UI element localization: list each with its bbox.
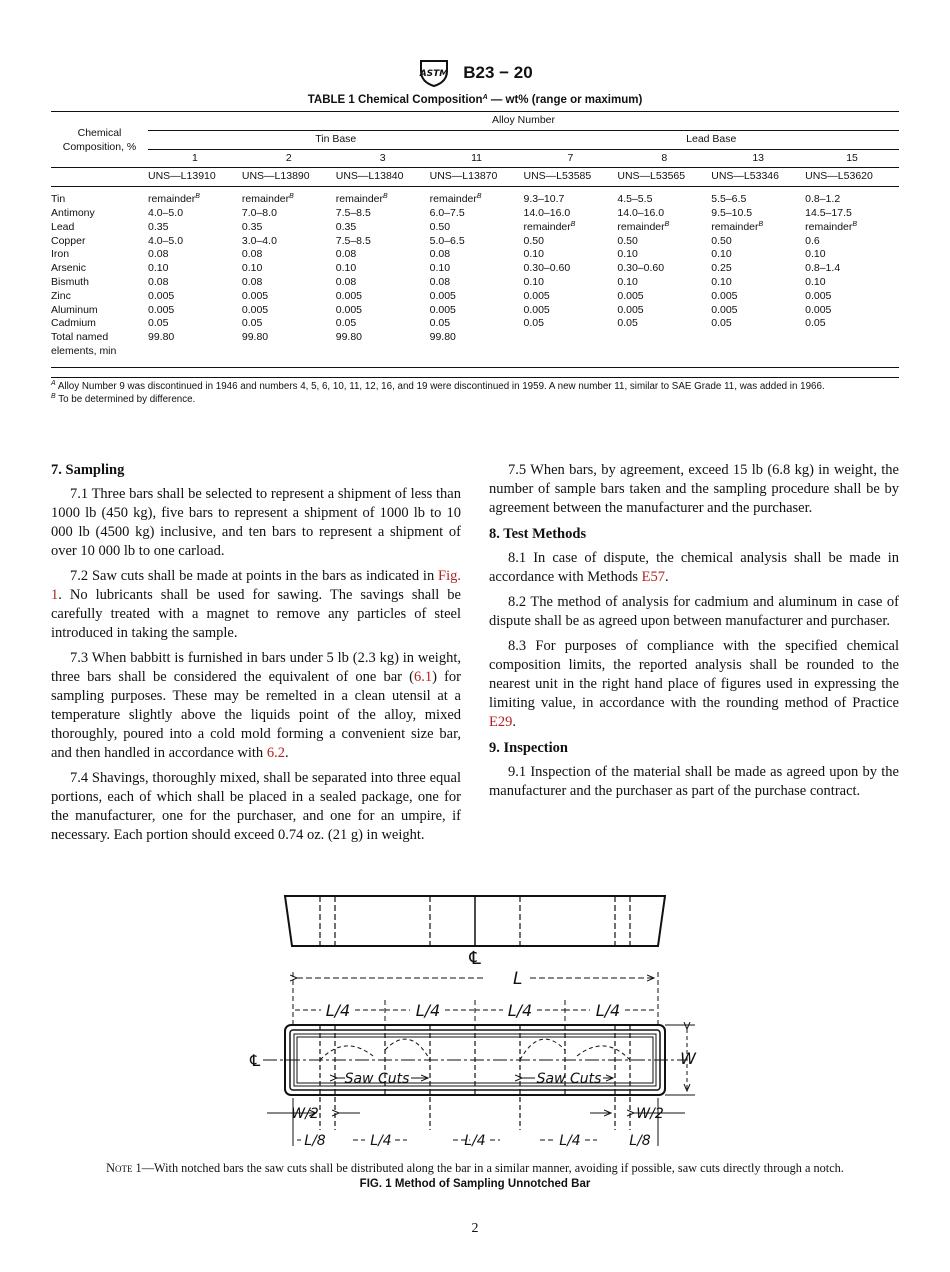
table-cell: remainder$^B$ [429,193,482,206]
table-cell: 0.8–1.2 [805,193,841,206]
label-W: W [680,1049,696,1068]
table-cell: 0.10 [241,262,263,275]
table-cell: remainder$^B$ [805,220,858,233]
table-cell: 14.5–17.5 [805,206,852,219]
footnote-a: $^A$ Alloy Number 9 was discontinued in 1946 and numbers 4, 5, 6, 10, 11, 12, 16, and 19 were discontinued in 1959. A new number 11, similar to SAE Grade 11, was added in 1966. [51,380,825,392]
table-cell: 0.005 [335,289,363,302]
table-cell: remainder$^B$ [148,193,200,206]
label-L4-bottom-1: L/4 [370,1133,392,1149]
table-cell: 0.005 [241,303,269,316]
para-7-5: 7.5 When bars, by agreement, exceed 15 lb (6.8 kg) in weight, the number of sample bars taken and the sampling procedure shall be by agreement between the manufacturer and the purchaser. [489,462,899,516]
table-cell: 0.50 [711,234,732,247]
table-cell: 0.10 [335,262,357,275]
table-cell: 0.005 [805,303,832,316]
table-cell: 3.0–4.0 [241,234,277,247]
table-cell [617,331,711,367]
label-L4-2: L/4 [415,1001,441,1020]
table-cell: 4.5–5.5 [617,193,653,206]
chemical-composition-table [51,111,899,368]
element-name: Iron [51,248,70,261]
element-name: Antimony [51,206,95,219]
table-cell: remainder$^B$ [711,220,764,233]
right-column [489,461,899,807]
sampling-bar-figure [245,884,705,1156]
table-cell: 99.80 [335,331,363,344]
table-cell: 0.05 [335,317,357,330]
table-cell: 0.10 [617,248,638,261]
table-cell: 0.08 [429,248,451,261]
astm-logo [417,58,451,88]
table-cell: 0.10 [805,248,826,261]
table-cell: 14.0–16.0 [523,206,571,219]
table-cell: 99.80 [148,331,175,344]
table-cell: 0.35 [335,220,357,233]
table-row [51,304,899,318]
table-cell: 0.05 [241,317,263,330]
table-cell: 0.8–1.4 [805,262,841,275]
table-cell: 99.80 [241,331,269,344]
table-row [51,331,899,367]
table-cell: 9.5–10.5 [711,206,753,219]
table-cell: 9.3–10.7 [523,193,565,206]
table-cell: 0.50 [617,234,638,247]
label-L8-right: L/8 [629,1133,651,1149]
document-designation: B23 − 20 [463,63,533,82]
table-cell: 0.10 [523,248,544,261]
alloy-number-cell: 11 [471,151,483,164]
table-cell: 0.05 [711,317,732,330]
table-cell: 0.005 [241,289,269,302]
label-W2-left: W/2 [291,1106,319,1122]
para-8-2: 8.2 The method of analysis for cadmium and aluminum in case of dispute shall be as agreed upon between manufacturer and purchaser. [489,594,899,629]
table-cell: 7.0–8.0 [241,206,277,219]
table-cell: 0.005 [335,303,363,316]
para-8-3: 8.3 For purposes of compliance with the specified chemical composition limits, the reported analysis shall be rounded to the nearest unit in the right hand place of figures used in expressing the limiting value, in accordance with the rounding method of Practice E29. [489,638,899,730]
para-7-4: 7.4 Shavings, thoroughly mixed, shall be separated into three equal portions, each of which shall be placed in a sealed package, one for the manufacturer, one for the purchaser, and one for an umpire, if necessary. Each portion should exceed 0.74 oz. (21 g) in weight. [51,770,461,843]
table-cell: remainder$^B$ [617,220,670,233]
label-L8-left: L/8 [304,1133,326,1149]
alloy-number-cell: 3 [379,151,386,164]
para-7-1: 7.1 Three bars shall be selected to represent a shipment of less than 1000 lb (450 kg), five bars to represent a shipment of 1000 lb to 10 000 lb (4500 kg) inclusive, and ten bars to represent a shipment of over 10 000 lb to one carload. [51,486,461,559]
fig-1-link[interactable]: Fig. 1 [51,568,461,603]
para-7-3: 7.3 When babbitt is furnished in bars under 5 lb (2.3 kg) in weight, three bars shall be considered the equivalent of one bar (6.1) for sampling purposes. These may be remelted in a clean utensil at a temperature slightly above the liquids point of the alloy, mixed thoroughly, poured into a cold mold forming a convenient size bar, and then handled in accordance with 6.2. [51,650,461,761]
tin-base-header: Tin Base [148,130,524,149]
table-cell: remainder$^B$ [335,193,388,206]
table-cell: 0.10 [711,248,732,261]
element-name: Zinc [51,289,71,302]
table-cell: 0.08 [241,248,263,261]
page-number: 2 [471,1221,479,1236]
table-cell: 0.005 [148,303,175,316]
table-cell [524,331,618,367]
para-9-1: 9.1 Inspection of the material shall be made as agreed upon by the manufacturer and the purchaser as part of the purchase contract. [489,764,899,799]
table-cell [711,331,805,367]
table-cell: 0.005 [711,289,738,302]
table-row [51,248,899,262]
label-L4-4: L/4 [595,1001,621,1020]
uns-cell: UNS—L13910 [148,170,216,183]
lead-base-header: Lead Base [524,130,900,149]
table-cell: 0.05 [429,317,451,330]
table-cell: 0.005 [429,303,456,316]
table-cell: 0.05 [805,317,826,330]
label-L: L [513,969,523,989]
table-cell: 0.08 [335,275,357,288]
table-row [51,290,899,304]
table-cell: 0.005 [429,289,456,302]
saw-cuts-label-left: Saw Cuts [344,1071,410,1087]
table-cell: 0.005 [711,303,738,316]
table-cell: 0.30–0.60 [617,262,665,275]
stub-header: Chemical Composition, % [62,126,137,153]
table-cell: 0.005 [148,289,175,302]
table-cell: 0.08 [148,275,169,288]
uns-cell: UNS—L53585 [523,170,592,183]
uns-row [51,168,899,187]
label-L4-3: L/4 [507,1001,533,1020]
table-cell: 0.35 [148,220,169,233]
table-body [51,187,899,368]
saw-cuts-label-right: Saw Cuts [536,1071,602,1087]
table-cell: 0.005 [805,289,832,302]
table-cell: 4.0–5.0 [148,206,184,219]
table-row [51,276,899,290]
table-row [51,317,899,331]
element-name: Tin [51,193,66,206]
svg-text:ASTM: ASTM [419,69,449,79]
table-cell: 0.005 [617,289,644,302]
table-row [51,207,899,221]
table-cell: 0.10 [617,275,638,288]
para-7-2: 7.2 Saw cuts shall be made at points in the bars as indicated in Fig. 1. No lubricants shall be used for sawing. The savings shall be carefully treated with a magnet to remove any particles of steel introduced in taking the sample. [51,568,461,641]
uns-cell: UNS—L13870 [429,170,498,183]
element-name: Total named elements, min [51,331,117,357]
table-cell: 0.08 [241,275,263,288]
left-column [51,461,461,851]
label-L4-bottom-2: L/4 [464,1133,486,1149]
table-cell: 0.10 [148,262,169,275]
table-cell: remainder$^B$ [523,220,576,233]
table-cell: 0.05 [148,317,169,330]
table-cell: 0.005 [523,303,550,316]
table-cell: 0.50 [523,234,544,247]
table-cell: 0.08 [429,275,451,288]
label-L4-bottom-3: L/4 [559,1133,581,1149]
table-cell: 0.08 [148,248,169,261]
e29-link[interactable]: E29 [489,714,513,730]
page-header [0,58,950,88]
table-cell: 0.30–0.60 [523,262,571,275]
section-7-heading: 7. Sampling [51,462,125,478]
table-cell: 4.0–5.0 [148,234,184,247]
table-cell: 0.005 [523,289,550,302]
element-name: Arsenic [51,262,87,275]
centerline-symbol-top: ℄ [466,948,484,969]
table-cell: 0.005 [617,303,644,316]
figure-note: Note 1—With notched bars the saw cuts shall be distributed along the bar in a similar manner, avoiding if possible, saw cuts directly through a notch. [106,1161,844,1175]
section-6-1-link[interactable]: 6.1 [413,669,433,685]
table-title: TABLE 1 Chemical Composition$^A$ — wt% (range or maximum) [307,94,643,106]
uns-cell: UNS—L13840 [335,170,404,183]
label-W2-right: W/2 [636,1106,664,1122]
uns-cell: UNS—L13890 [241,170,310,183]
element-name: Lead [51,220,75,233]
section-6-2-link[interactable]: 6.2 [266,745,285,761]
uns-cell: UNS—L53565 [617,170,686,183]
table-row [51,221,899,235]
footnote-b: $^B$ To be determined by difference. [51,393,196,405]
alloy-number-header: Alloy Number [148,112,899,131]
table-cell: 14.0–16.0 [617,206,665,219]
alloy-number-cell: 8 [661,151,668,164]
element-name: Bismuth [51,275,89,288]
table-cell: 0.10 [429,262,451,275]
table-cell: 0.05 [523,317,544,330]
table-cell: 0.25 [711,262,732,275]
element-name: Copper [51,234,86,247]
table-cell: 5.5–6.5 [711,193,747,206]
table-cell: 99.80 [429,331,456,344]
table-cell: 0.35 [241,220,263,233]
table-cell: 5.0–6.5 [429,234,465,247]
table-cell: 7.5–8.5 [335,206,371,219]
section-8-heading: 8. Test Methods [489,526,587,542]
table-cell: 0.05 [617,317,638,330]
table-row [51,262,899,276]
element-name: Cadmium [51,317,96,330]
table-row [51,235,899,249]
table-cell: 0.10 [805,275,826,288]
alloy-number-cell: 7 [567,151,574,164]
uns-cell: UNS—L53620 [805,170,873,183]
table-cell: 7.5–8.5 [335,234,371,247]
element-name: Aluminum [51,303,98,316]
table-cell: 6.0–7.5 [429,206,465,219]
e57-link[interactable]: E57 [641,569,665,585]
section-9-heading: 9. Inspection [489,740,568,756]
table-cell [805,331,899,367]
figure-caption: FIG. 1 Method of Sampling Unnotched Bar [359,1178,591,1190]
table-cell: 0.08 [335,248,357,261]
table-cell: remainder$^B$ [241,193,294,206]
label-L4-1: L/4 [325,1001,351,1020]
table-cell: 0.10 [523,275,544,288]
uns-cell: UNS—L53346 [711,170,779,183]
table-cell: 0.10 [711,275,732,288]
alloy-number-cell: 13 [752,151,765,164]
table-cell: 0.50 [429,220,451,233]
table-footnotes [51,377,899,406]
alloy-number-cell: 1 [192,151,198,164]
para-8-1: 8.1 In case of dispute, the chemical analysis shall be made in accordance with Methods E57. [489,550,899,585]
table-row [51,187,899,207]
alloy-number-cell: 15 [846,151,858,164]
table-cell: 0.6 [805,234,820,247]
alloy-number-cell: 2 [285,151,292,164]
alloy-number-row [51,149,899,168]
centerline-symbol-left: ℄ [247,1051,263,1070]
